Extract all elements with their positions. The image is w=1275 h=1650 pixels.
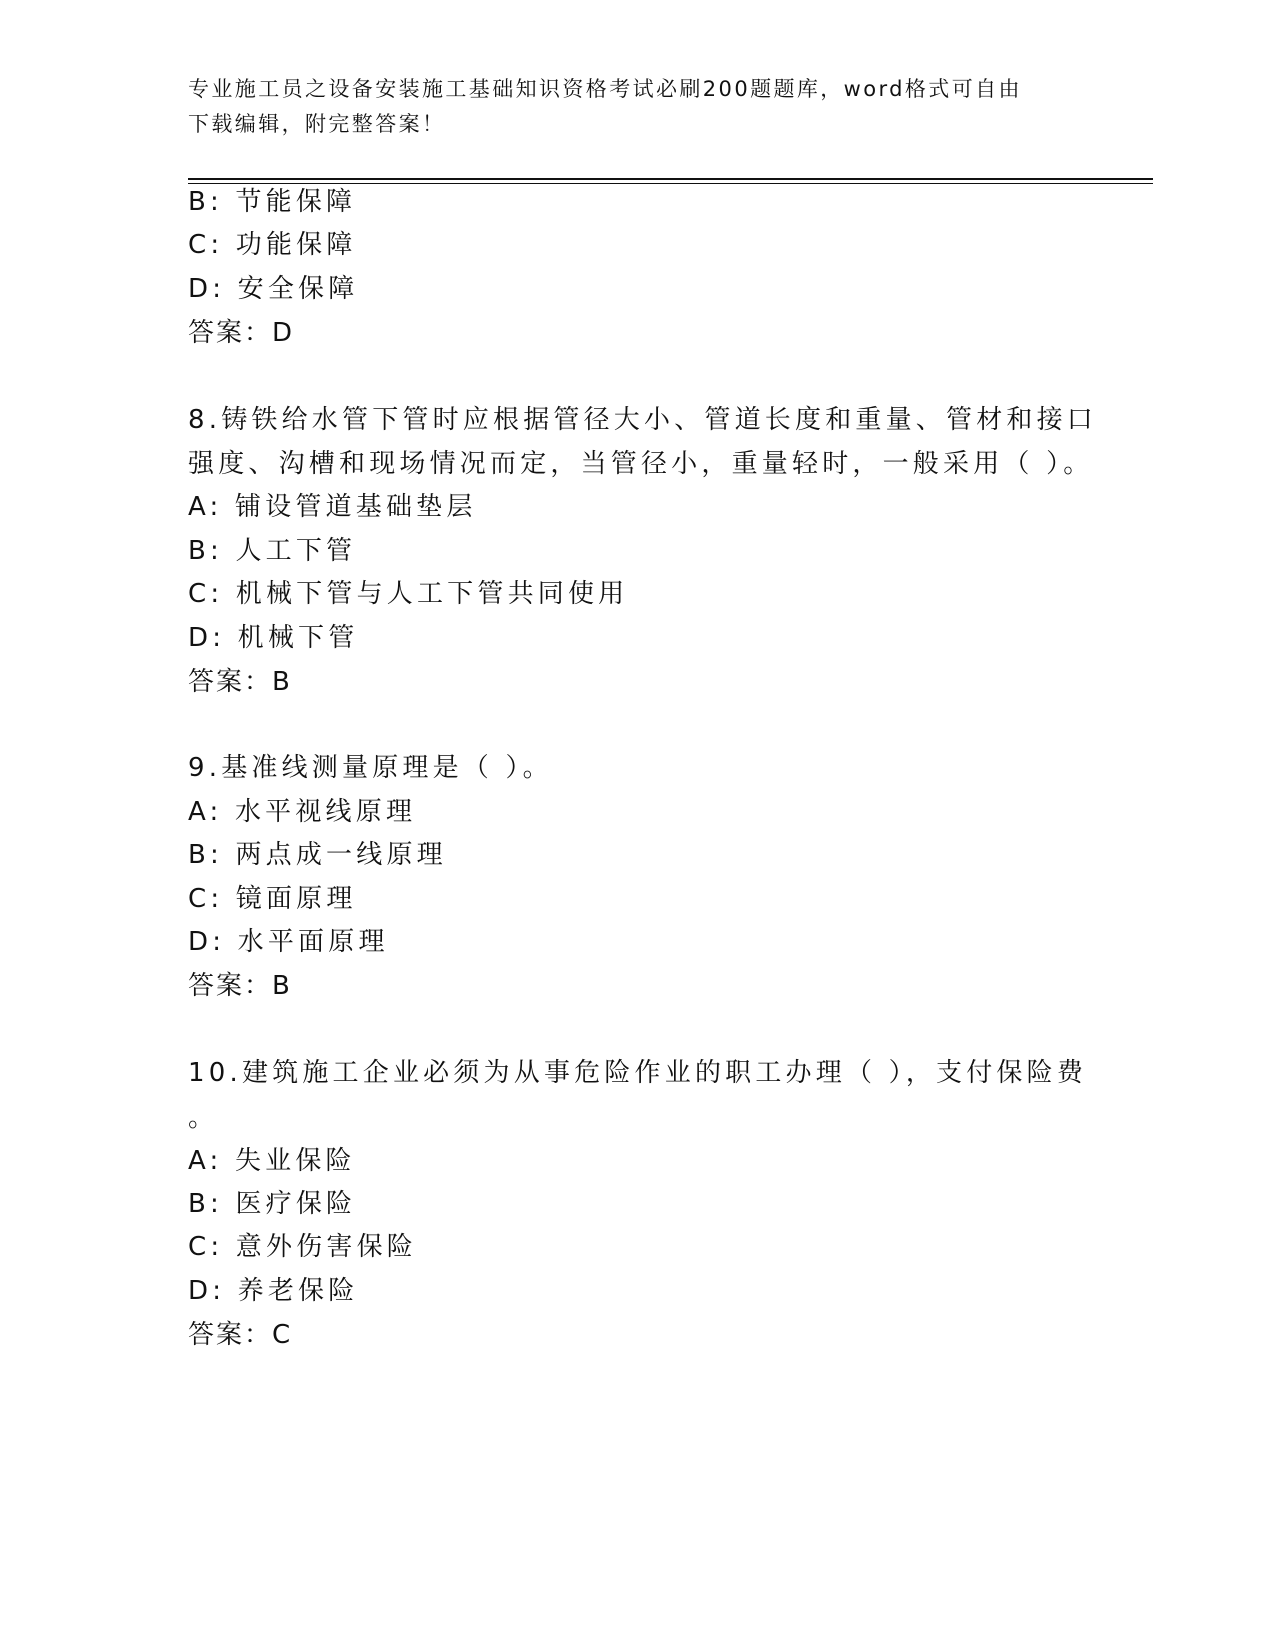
prev-option-c: C: 功能保障 (188, 230, 357, 260)
q8-option-a: A: 铺设管道基础垫层 (188, 492, 477, 522)
header-line-1: 专业施工员之设备安装施工基础知识资格考试必刷200题题库，word格式可自由 (188, 77, 1022, 101)
q10-option-b: B: 医疗保险 (188, 1189, 357, 1219)
q9-stem-line-1: 9.基准线测量原理是（ ）。 (188, 753, 553, 783)
q10-option-d: D: 养老保险 (188, 1276, 359, 1306)
q8-option-b: B: 人工下管 (188, 536, 357, 566)
q10-option-c: C: 意外伤害保险 (188, 1232, 417, 1262)
prev-option-b: B: 节能保障 (188, 187, 357, 217)
q9-answer: 答案：B (188, 971, 292, 1001)
q10-stem-line-2: 。 (188, 1103, 219, 1133)
q9-option-b: B: 两点成一线原理 (188, 840, 447, 870)
q9-option-c: C: 镜面原理 (188, 884, 357, 914)
header-line-2: 下载编辑，附完整答案！ (188, 112, 446, 136)
q9-option-a: A: 水平视线原理 (188, 797, 417, 827)
prev-answer: 答案：D (188, 318, 295, 348)
q8-stem-line-1: 8.铸铁给水管下管时应根据管径大小、管道长度和重量、管材和接口 (188, 405, 1098, 435)
q10-option-a: A: 失业保险 (188, 1146, 356, 1176)
header-rule-thin (188, 183, 1153, 184)
q8-option-c: C: 机械下管与人工下管共同使用 (188, 579, 629, 609)
q8-answer: 答案：B (188, 667, 292, 697)
q8-option-d: D: 机械下管 (188, 623, 359, 653)
prev-option-d: D: 安全保障 (188, 274, 359, 304)
q8-stem-line-2: 强度、沟槽和现场情况而定，当管径小，重量轻时，一般采用（ ）。 (188, 449, 1094, 479)
q10-answer: 答案：C (188, 1320, 293, 1350)
document-header (188, 72, 1068, 142)
q10-stem-line-1: 10.建筑施工企业必须为从事危险作业的职工办理（ ），支付保险费 (188, 1058, 1088, 1088)
q9-option-d: D: 水平面原理 (188, 927, 389, 957)
header-rule-thick (188, 178, 1153, 180)
